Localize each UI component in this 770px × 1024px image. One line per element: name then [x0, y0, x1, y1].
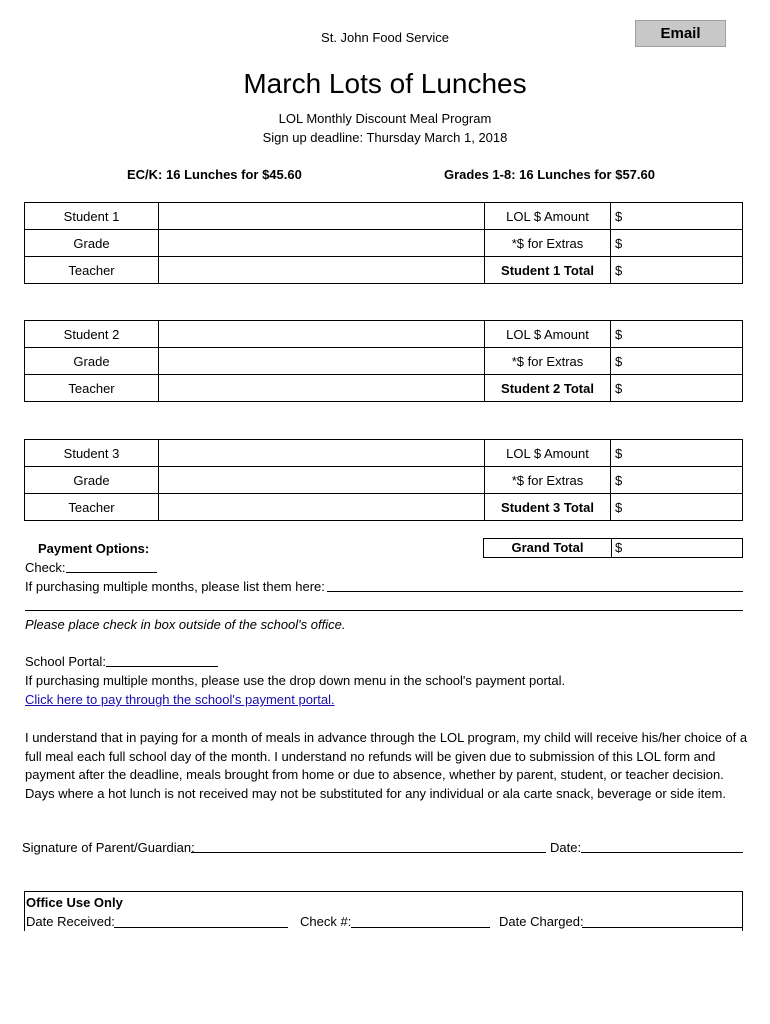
student-total-label: Student 2 Total [485, 375, 611, 402]
student-name-field[interactable] [159, 440, 485, 467]
grand-total-box [483, 538, 743, 558]
payment-options-heading: Payment Options: [38, 541, 150, 556]
grade-label: Grade [25, 230, 159, 257]
extras-field[interactable] [611, 348, 743, 375]
grade-field[interactable] [159, 467, 485, 494]
teacher-label: Teacher [25, 257, 159, 284]
student-name-label: Student 1 [25, 203, 159, 230]
page-title: March Lots of Lunches [243, 68, 527, 99]
office-use-heading: Office Use Only [26, 895, 123, 910]
currency-symbol: $ [615, 445, 623, 461]
student-2-table [24, 320, 743, 402]
student-1-table [24, 202, 743, 284]
student-total-field[interactable] [611, 257, 743, 284]
student-3-table [24, 439, 743, 521]
extras-label: *$ for Extras [485, 348, 611, 375]
lol-amount-field[interactable] [611, 440, 743, 467]
org-name: St. John Food Service [321, 30, 449, 45]
agreement-line: payment after the deadline, meals brought from home or due to absence, whether by parent, student, or teacher decision. [25, 767, 724, 782]
teacher-label: Teacher [25, 494, 159, 521]
multiple-months-field-2[interactable] [25, 596, 743, 611]
student-name-field[interactable] [159, 321, 485, 348]
grade-label: Grade [25, 348, 159, 375]
payment-portal-link[interactable]: Click here to pay through the school's payment portal. [25, 692, 335, 707]
agreement-line: Days where a hot lunch is not received may not be substituted for any individual or ala carte snack, beverage or side item. [25, 786, 726, 801]
currency-symbol: $ [615, 472, 623, 488]
check-amount-field[interactable] [66, 558, 157, 573]
multiple-months-label: If purchasing multiple months, please list them here: [25, 579, 325, 594]
currency-symbol: $ [615, 353, 623, 369]
teacher-field[interactable] [159, 494, 485, 521]
check-note: Please place check in box outside of the school's office. [25, 617, 346, 632]
grades-pricing: Grades 1-8: 16 Lunches for $57.60 [444, 167, 655, 182]
school-portal-field[interactable] [106, 652, 218, 667]
check-number-label: Check #: [300, 914, 352, 929]
extras-field[interactable] [611, 467, 743, 494]
student-total-label: Student 1 Total [485, 257, 611, 284]
signature-date-label: Date: [550, 840, 582, 855]
student-name-label: Student 3 [25, 440, 159, 467]
signature-date-field[interactable] [581, 838, 743, 853]
signature-field[interactable] [191, 838, 546, 853]
check-label: Check: [25, 560, 66, 575]
grade-field[interactable] [159, 348, 485, 375]
extras-field[interactable] [611, 230, 743, 257]
grade-label: Grade [25, 467, 159, 494]
student-total-field[interactable] [611, 494, 743, 521]
lol-amount-label: LOL $ Amount [485, 321, 611, 348]
signature-label: Signature of Parent/Guardian: [22, 840, 195, 855]
teacher-label: Teacher [25, 375, 159, 402]
grand-total-field[interactable]: $ [615, 540, 623, 555]
teacher-field[interactable] [159, 375, 485, 402]
lol-amount-field[interactable] [611, 321, 743, 348]
email-button[interactable]: Email [635, 20, 726, 47]
grade-field[interactable] [159, 230, 485, 257]
student-name-label: Student 2 [25, 321, 159, 348]
date-charged-field[interactable] [582, 913, 743, 928]
student-name-field[interactable] [159, 203, 485, 230]
extras-label: *$ for Extras [485, 230, 611, 257]
lol-amount-label: LOL $ Amount [485, 440, 611, 467]
currency-symbol: $ [615, 208, 623, 224]
currency-symbol: $ [615, 326, 623, 342]
agreement-line: full meal each full school day of the month. I understand no refunds will be given due to submission of this LOL form and [25, 749, 716, 764]
currency-symbol: $ [615, 235, 623, 251]
multiple-months-field[interactable] [327, 577, 743, 592]
student-total-label: Student 3 Total [485, 494, 611, 521]
date-received-label: Date Received: [26, 914, 115, 929]
date-received-field[interactable] [114, 913, 288, 928]
student-total-field[interactable] [611, 375, 743, 402]
grand-total-label: Grand Total [484, 539, 612, 557]
eck-pricing: EC/K: 16 Lunches for $45.60 [127, 167, 302, 182]
program-subtitle: LOL Monthly Discount Meal Program [278, 111, 492, 126]
teacher-field[interactable] [159, 257, 485, 284]
agreement-line: I understand that in paying for a month of meals in advance through the LOL program, my child will receive his/her choice of a [25, 730, 748, 745]
currency-symbol: $ [615, 262, 623, 278]
school-portal-label: School Portal: [25, 654, 106, 669]
signup-deadline: Sign up deadline: Thursday March 1, 2018 [262, 130, 508, 145]
currency-symbol: $ [615, 499, 623, 515]
portal-note: If purchasing multiple months, please use the drop down menu in the school's payment portal. [25, 673, 566, 688]
date-charged-label: Date Charged: [499, 914, 584, 929]
extras-label: *$ for Extras [485, 467, 611, 494]
lol-amount-label: LOL $ Amount [485, 203, 611, 230]
currency-symbol: $ [615, 380, 623, 396]
lol-amount-field[interactable] [611, 203, 743, 230]
check-number-field[interactable] [351, 913, 490, 928]
